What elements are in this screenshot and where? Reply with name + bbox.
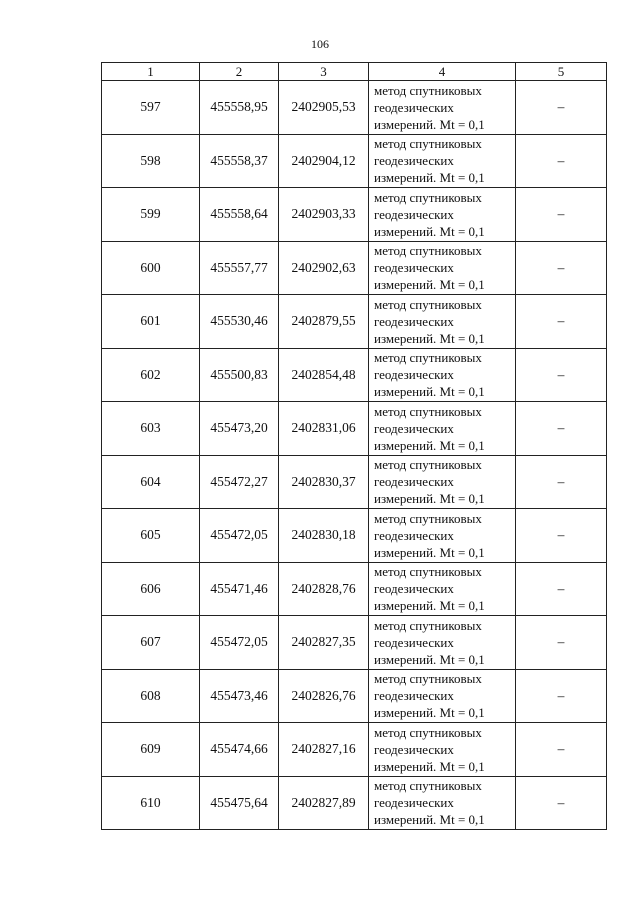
x-coordinate-cell: 455500,83: [200, 348, 279, 402]
y-coordinate-cell: 2402826,76: [279, 669, 369, 723]
method-line: геодезических: [374, 474, 454, 490]
y-coordinate-cell: 2402828,76: [279, 562, 369, 616]
method-line: геодезических: [374, 741, 454, 757]
method-line: геодезических: [374, 260, 454, 276]
method-cell: [369, 348, 516, 402]
table-row: [102, 81, 607, 135]
y-coordinate-cell: 2402830,18: [279, 509, 369, 563]
point-number-cell: 597: [102, 81, 200, 135]
table-row: [102, 723, 607, 777]
method-line: геодезических: [374, 581, 454, 597]
method-cell: [369, 723, 516, 777]
method-cell: [369, 776, 516, 830]
point-number-cell: 602: [102, 348, 200, 402]
method-cell: [369, 81, 516, 135]
method-line: измерений. Mt = 0,1: [374, 437, 485, 453]
header-col-4: 4: [369, 63, 516, 81]
header-col-3: 3: [279, 63, 369, 81]
point-number-cell: 604: [102, 455, 200, 509]
method-cell: [369, 562, 516, 616]
header-col-5: 5: [516, 63, 607, 81]
method-line: метод спутниковых: [374, 778, 482, 794]
table-row: [102, 348, 607, 402]
method-line: метод спутниковых: [374, 296, 482, 312]
y-coordinate-cell: 2402904,12: [279, 134, 369, 188]
method-line: измерений. Mt = 0,1: [374, 170, 485, 186]
point-number-cell: 603: [102, 402, 200, 456]
table-row: [102, 669, 607, 723]
method-line: метод спутниковых: [374, 617, 482, 633]
method-line: измерений. Mt = 0,1: [374, 491, 485, 507]
method-line: измерений. Mt = 0,1: [374, 330, 485, 346]
header-col-2: 2: [200, 63, 279, 81]
x-coordinate-cell: 455557,77: [200, 241, 279, 295]
table-row: [102, 562, 607, 616]
method-line: измерений. Mt = 0,1: [374, 277, 485, 293]
table-row: [102, 402, 607, 456]
y-coordinate-cell: 2402903,33: [279, 188, 369, 242]
y-coordinate-cell: 2402905,53: [279, 81, 369, 135]
note-cell: –: [516, 81, 607, 135]
method-line: геодезических: [374, 99, 454, 115]
coordinates-table: [101, 62, 607, 830]
x-coordinate-cell: 455530,46: [200, 295, 279, 349]
method-line: метод спутниковых: [374, 671, 482, 687]
x-coordinate-cell: 455474,66: [200, 723, 279, 777]
method-line: геодезических: [374, 527, 454, 543]
method-line: метод спутниковых: [374, 350, 482, 366]
method-line: геодезических: [374, 795, 454, 811]
method-line: метод спутниковых: [374, 243, 482, 259]
method-line: измерений. Mt = 0,1: [374, 223, 485, 239]
note-cell: –: [516, 241, 607, 295]
method-line: геодезических: [374, 367, 454, 383]
y-coordinate-cell: 2402879,55: [279, 295, 369, 349]
x-coordinate-cell: 455472,27: [200, 455, 279, 509]
x-coordinate-cell: 455475,64: [200, 776, 279, 830]
point-number-cell: 601: [102, 295, 200, 349]
note-cell: –: [516, 348, 607, 402]
method-line: геодезических: [374, 420, 454, 436]
note-cell: –: [516, 776, 607, 830]
y-coordinate-cell: 2402831,06: [279, 402, 369, 456]
method-cell: [369, 455, 516, 509]
y-coordinate-cell: 2402830,37: [279, 455, 369, 509]
method-line: геодезических: [374, 688, 454, 704]
method-line: геодезических: [374, 206, 454, 222]
table-row: [102, 776, 607, 830]
table-row: [102, 455, 607, 509]
table-row: [102, 241, 607, 295]
note-cell: –: [516, 562, 607, 616]
point-number-cell: 608: [102, 669, 200, 723]
x-coordinate-cell: 455558,37: [200, 134, 279, 188]
method-cell: [369, 616, 516, 670]
note-cell: –: [516, 723, 607, 777]
method-line: измерений. Mt = 0,1: [374, 651, 485, 667]
note-cell: –: [516, 509, 607, 563]
note-cell: –: [516, 455, 607, 509]
method-line: метод спутниковых: [374, 457, 482, 473]
method-line: измерений. Mt = 0,1: [374, 705, 485, 721]
method-line: измерений. Mt = 0,1: [374, 758, 485, 774]
method-cell: [369, 669, 516, 723]
method-cell: [369, 402, 516, 456]
x-coordinate-cell: 455472,05: [200, 509, 279, 563]
method-line: геодезических: [374, 634, 454, 650]
method-cell: [369, 188, 516, 242]
method-line: измерений. Mt = 0,1: [374, 812, 485, 828]
y-coordinate-cell: 2402854,48: [279, 348, 369, 402]
method-line: измерений. Mt = 0,1: [374, 116, 485, 132]
y-coordinate-cell: 2402902,63: [279, 241, 369, 295]
table-row: [102, 509, 607, 563]
method-line: метод спутниковых: [374, 724, 482, 740]
note-cell: –: [516, 188, 607, 242]
point-number-cell: 598: [102, 134, 200, 188]
x-coordinate-cell: 455473,20: [200, 402, 279, 456]
method-cell: [369, 134, 516, 188]
point-number-cell: 606: [102, 562, 200, 616]
x-coordinate-cell: 455472,05: [200, 616, 279, 670]
y-coordinate-cell: 2402827,16: [279, 723, 369, 777]
page-number: 106: [311, 37, 329, 51]
x-coordinate-cell: 455558,95: [200, 81, 279, 135]
table-body: [102, 81, 607, 830]
note-cell: –: [516, 669, 607, 723]
table-row: [102, 188, 607, 242]
point-number-cell: 609: [102, 723, 200, 777]
method-line: измерений. Mt = 0,1: [374, 598, 485, 614]
x-coordinate-cell: 455558,64: [200, 188, 279, 242]
x-coordinate-cell: 455473,46: [200, 669, 279, 723]
point-number-cell: 605: [102, 509, 200, 563]
note-cell: –: [516, 295, 607, 349]
note-cell: –: [516, 134, 607, 188]
table-header-row: [102, 63, 607, 81]
note-cell: –: [516, 402, 607, 456]
y-coordinate-cell: 2402827,89: [279, 776, 369, 830]
method-line: метод спутниковых: [374, 403, 482, 419]
point-number-cell: 600: [102, 241, 200, 295]
method-line: геодезических: [374, 313, 454, 329]
method-line: метод спутниковых: [374, 82, 482, 98]
point-number-cell: 607: [102, 616, 200, 670]
note-cell: –: [516, 616, 607, 670]
table-row: [102, 295, 607, 349]
method-line: метод спутниковых: [374, 564, 482, 580]
point-number-cell: 599: [102, 188, 200, 242]
method-cell: [369, 241, 516, 295]
method-line: метод спутниковых: [374, 189, 482, 205]
header-col-1: 1: [102, 63, 200, 81]
method-line: геодезических: [374, 153, 454, 169]
method-cell: [369, 509, 516, 563]
table-row: [102, 616, 607, 670]
method-line: метод спутниковых: [374, 136, 482, 152]
y-coordinate-cell: 2402827,35: [279, 616, 369, 670]
table-row: [102, 134, 607, 188]
method-line: метод спутниковых: [374, 510, 482, 526]
method-cell: [369, 295, 516, 349]
point-number-cell: 610: [102, 776, 200, 830]
method-line: измерений. Mt = 0,1: [374, 544, 485, 560]
x-coordinate-cell: 455471,46: [200, 562, 279, 616]
method-line: измерений. Mt = 0,1: [374, 384, 485, 400]
